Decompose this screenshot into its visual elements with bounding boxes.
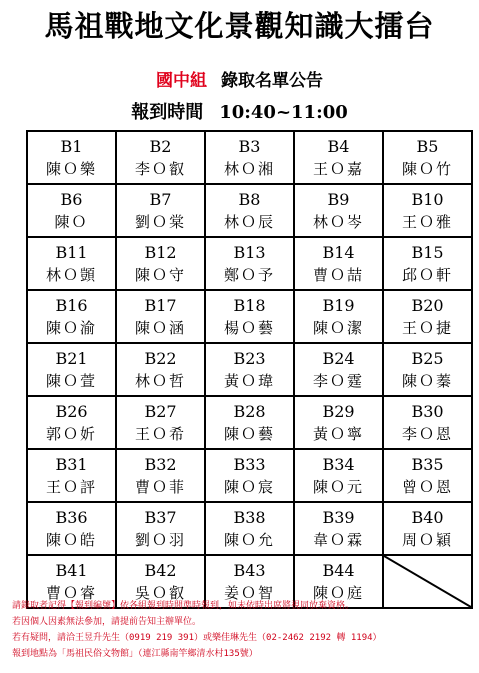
entry-code: B14 xyxy=(322,242,355,262)
entry-name: 陳Ｏ渝 xyxy=(45,318,97,337)
entry-code: B38 xyxy=(233,507,266,527)
entry-code: B37 xyxy=(144,507,177,527)
entry-name: 王Ｏ雅 xyxy=(401,212,453,231)
entry-code: B36 xyxy=(55,507,88,527)
note-line: 請錄取者記得【報到編號】依各組報到時間準時報到，如未依時出席將視同放棄資格。 xyxy=(12,601,355,611)
roster-cell xyxy=(27,290,116,343)
roster-cell xyxy=(294,237,383,290)
roster-cell xyxy=(294,290,383,343)
entry-name: 鄭Ｏ予 xyxy=(223,265,275,284)
entry-name: 曹Ｏ菲 xyxy=(134,477,186,496)
entry-name: 林Ｏ岑 xyxy=(312,212,364,231)
roster-cell xyxy=(205,343,294,396)
entry-name: 陳Ｏ皓 xyxy=(45,530,97,549)
roster-cell xyxy=(294,449,383,502)
roster-cell xyxy=(294,184,383,237)
roster-cell xyxy=(383,184,472,237)
roster-row xyxy=(27,184,472,237)
entry-code: B25 xyxy=(411,348,444,368)
entry-code: B26 xyxy=(55,401,88,421)
entry-name: 劉Ｏ棠 xyxy=(134,212,186,231)
roster-cell xyxy=(205,237,294,290)
entry-code: B5 xyxy=(416,136,439,156)
roster-cell xyxy=(116,131,205,184)
roster-cell xyxy=(383,343,472,396)
roster-cell xyxy=(116,237,205,290)
entry-code: B39 xyxy=(322,507,355,527)
announcement-label: 錄取名單公告 xyxy=(221,71,323,91)
roster-cell xyxy=(27,237,116,290)
roster-cell xyxy=(27,396,116,449)
entry-code: B27 xyxy=(144,401,177,421)
entry-code: B2 xyxy=(149,136,172,156)
roster-row xyxy=(27,343,472,396)
entry-code: B16 xyxy=(55,295,88,315)
report-time-line xyxy=(0,101,479,125)
entry-name: 陳Ｏ允 xyxy=(223,530,275,549)
roster-table xyxy=(26,130,473,609)
entry-code: B18 xyxy=(233,295,266,315)
entry-name: 陳Ｏ守 xyxy=(134,265,186,284)
roster-cell xyxy=(27,502,116,555)
entry-name: 陳Ｏ xyxy=(54,212,89,231)
entry-code: B1 xyxy=(60,136,83,156)
entry-name: 楊Ｏ藝 xyxy=(223,318,275,337)
roster-cell xyxy=(205,449,294,502)
roster-cell xyxy=(205,290,294,343)
roster-cell xyxy=(383,131,472,184)
entry-name: 姜Ｏ智 xyxy=(223,583,275,602)
entry-name: 曹Ｏ喆 xyxy=(312,265,364,284)
roster-cell xyxy=(27,131,116,184)
roster-cell xyxy=(294,396,383,449)
entry-code: B33 xyxy=(233,454,266,474)
note-line: 若因個人因素無法參加，請提前告知主辦單位。 xyxy=(12,617,202,627)
roster-cell xyxy=(116,396,205,449)
entry-code: B30 xyxy=(411,401,444,421)
entry-code: B40 xyxy=(411,507,444,527)
entry-name: 李Ｏ霆 xyxy=(312,371,364,390)
entry-name: 邱Ｏ軒 xyxy=(401,265,453,284)
entry-code: B4 xyxy=(327,136,350,156)
entry-code: B24 xyxy=(322,348,355,368)
entry-name: 曾Ｏ恩 xyxy=(401,477,453,496)
entry-code: B42 xyxy=(144,560,177,580)
entry-code: B29 xyxy=(322,401,355,421)
entry-name: 陳Ｏ竹 xyxy=(401,159,453,178)
page-title: 馬祖戰地文化景觀知識大擂台 xyxy=(44,9,435,43)
roster-cell xyxy=(116,449,205,502)
entry-code: B17 xyxy=(144,295,177,315)
entry-name: 陳Ｏ元 xyxy=(312,477,364,496)
entry-code: B34 xyxy=(322,454,355,474)
entry-name: 韋Ｏ霖 xyxy=(312,530,364,549)
roster-cell xyxy=(205,184,294,237)
entry-name: 王Ｏ嘉 xyxy=(312,159,364,178)
entry-code: B6 xyxy=(60,189,83,209)
roster-cell xyxy=(383,237,472,290)
entry-code: B15 xyxy=(411,242,444,262)
entry-name: 黃Ｏ瑋 xyxy=(223,371,275,390)
roster-row xyxy=(27,396,472,449)
entry-name: 陳Ｏ樂 xyxy=(45,159,97,178)
roster-row xyxy=(27,449,472,502)
roster-cell xyxy=(27,449,116,502)
roster-cell xyxy=(27,184,116,237)
entry-code: B13 xyxy=(233,242,266,262)
entry-code: B7 xyxy=(149,189,172,209)
roster-cell xyxy=(27,343,116,396)
roster-row xyxy=(27,131,472,184)
entry-name: 陳Ｏ潔 xyxy=(312,318,364,337)
entry-code: B12 xyxy=(144,242,177,262)
roster-cell xyxy=(383,449,472,502)
roster-cell xyxy=(205,502,294,555)
entry-code: B23 xyxy=(233,348,266,368)
entry-code: B35 xyxy=(411,454,444,474)
entry-name: 郭Ｏ妡 xyxy=(45,424,97,443)
entry-code: B8 xyxy=(238,189,261,209)
entry-code: B10 xyxy=(411,189,444,209)
entry-name: 陳Ｏ蓁 xyxy=(401,371,453,390)
entry-name: 曹Ｏ睿 xyxy=(45,583,97,602)
roster-cell xyxy=(383,396,472,449)
entry-code: B9 xyxy=(327,189,350,209)
entry-name: 陳Ｏ涵 xyxy=(134,318,186,337)
group-label: 國中組 xyxy=(156,71,207,91)
entry-name: 林Ｏ辰 xyxy=(223,212,275,231)
entry-name: 周Ｏ穎 xyxy=(401,530,453,549)
entry-code: B31 xyxy=(55,454,88,474)
roster-cell xyxy=(294,131,383,184)
entry-code: B32 xyxy=(144,454,177,474)
entry-name: 吳Ｏ叡 xyxy=(134,583,186,602)
entry-code: B11 xyxy=(55,242,88,262)
entry-code: B22 xyxy=(144,348,177,368)
entry-name: 王Ｏ希 xyxy=(134,424,186,443)
notes-block xyxy=(12,598,477,662)
roster-cell xyxy=(294,343,383,396)
roster-cell xyxy=(294,502,383,555)
report-time-label: 報到時間 xyxy=(131,102,204,123)
entry-name: 黃Ｏ寧 xyxy=(312,424,364,443)
entry-name: 林Ｏ哲 xyxy=(134,371,186,390)
roster-cell xyxy=(116,343,205,396)
note-line: 若有疑問，請洽王昱升先生（0919 219 391）或樂佳琳先生（02-2462 2192 轉 1194） xyxy=(12,633,382,643)
note-line: 報到地點為「馬祖民俗文物館」（連江縣南竿鄉清水村135號） xyxy=(12,649,258,659)
entry-code: B3 xyxy=(238,136,261,156)
roster-cell xyxy=(116,184,205,237)
roster-cell xyxy=(205,396,294,449)
entry-name: 陳Ｏ庭 xyxy=(312,583,364,602)
roster-row xyxy=(27,237,472,290)
entry-code: B21 xyxy=(55,348,88,368)
roster-cell xyxy=(116,502,205,555)
entry-name: 林Ｏ湘 xyxy=(223,159,275,178)
entry-code: B44 xyxy=(322,560,355,580)
entry-code: B20 xyxy=(411,295,444,315)
entry-name: 劉Ｏ羽 xyxy=(134,530,186,549)
entry-code: B41 xyxy=(55,560,88,580)
entry-name: 王Ｏ評 xyxy=(45,477,97,496)
entry-name: 陳Ｏ藝 xyxy=(223,424,275,443)
report-time-value: 10:40~11:00 xyxy=(219,102,348,123)
roster-cell xyxy=(205,131,294,184)
entry-code: B28 xyxy=(233,401,266,421)
entry-name: 林Ｏ顗 xyxy=(45,265,97,284)
entry-name: 王Ｏ捷 xyxy=(401,318,453,337)
entry-name: 李Ｏ叡 xyxy=(134,159,186,178)
entry-code: B43 xyxy=(233,560,266,580)
roster-row xyxy=(27,502,472,555)
roster-cell xyxy=(116,290,205,343)
entry-name: 陳Ｏ宸 xyxy=(223,477,275,496)
announcement-line xyxy=(0,70,479,92)
roster-cell xyxy=(383,290,472,343)
roster-row xyxy=(27,290,472,343)
roster-cell xyxy=(383,502,472,555)
entry-name: 陳Ｏ萱 xyxy=(45,371,97,390)
entry-name: 李Ｏ恩 xyxy=(401,424,453,443)
entry-code: B19 xyxy=(322,295,355,315)
